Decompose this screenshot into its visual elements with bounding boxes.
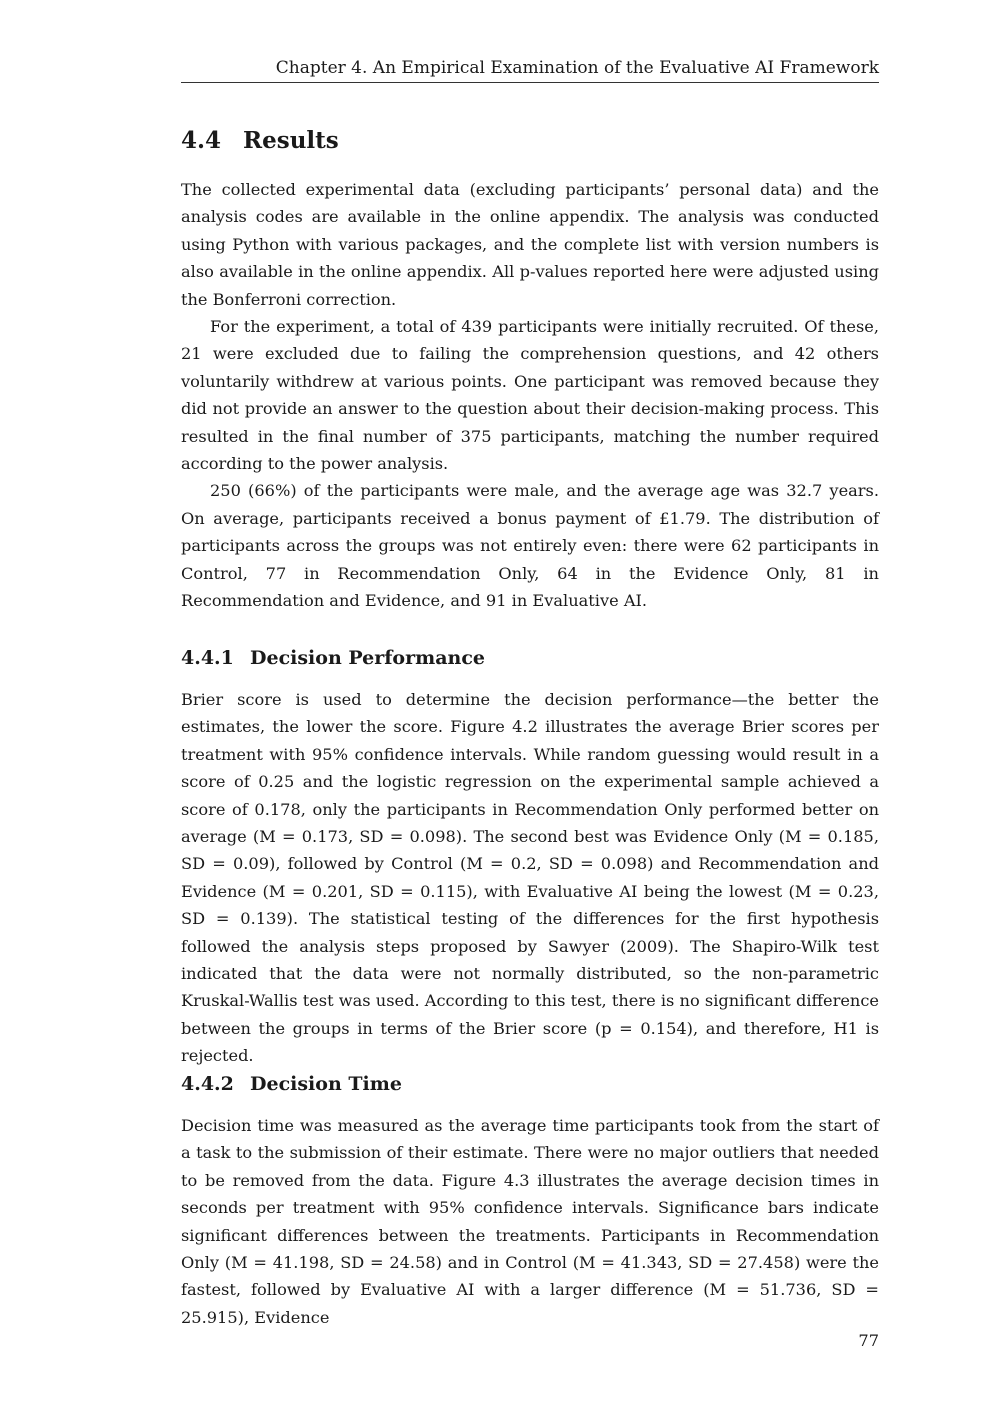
subsection-heading-decision-time [181,1072,402,1096]
results-paragraph-participants: For the experiment, a total of 439 participants were initially recruited. Of these, 21 were excluded due to failing the comprehension questions, and 42 others voluntarily withdrew at various points. One participant was removed because they did not provide an answer to the question about their decision-making process. This resulted in the final number of 375 participants, matching the number required according to the power analysis. [181,317,879,474]
results-paragraph-demographics: 250 (66%) of the participants were male, and the average age was 32.7 years. On average, participants received a bonus payment of £1.79. The distribution of participants across the groups was not entirely even: there were 62 participants in Control, 77 in Recommendation Only, 64 in the Evidence Only, 81 in Recommendation and Evidence, and 91 in Evaluative AI. [181,481,879,611]
subsection-heading-decision-performance [181,646,485,670]
decision-time-body [181,1112,879,1331]
decision-performance-paragraph: Brier score is used to determine the decision performance—the better the estimates, the lower the score. Figure 4.2 illustrates the average Brier scores per treatment with 95% confidence intervals. While random guessing would result in a score of 0.25 and the logistic regression on the experimental sample achieved a score of 0.178, only the participants in Recommendation Only performed better on average (M = 0.173, SD = 0.098). The second best was Evidence Only (M = 0.185, SD = 0.09), followed by Control (M = 0.2, SD = 0.098) and Recommendation and Evidence (M = 0.201, SD = 0.115), with Evaluative AI being the lowest (M = 0.23, SD = 0.139). The statistical testing of the differences for the first hypothesis followed the analysis steps proposed by Sawyer (2009). The Shapiro-Wilk test indicated that the data were not normally distributed, so the non-parametric Kruskal-Wallis test was used. According to this test, there is no significant difference between the groups in terms of the Brier score (p = 0.154), and therefore, H1 is rejected. [181,690,879,1066]
subsection-title: Decision Performance [250,647,485,669]
subsection-number: 4.4.2 [181,1073,234,1095]
decision-time-paragraph: Decision time was measured as the average time participants took from the start of a task to the submission of their estimate. There were no major outliers that needed to be removed from the data. Figure 4.3 illustrates the average decision times in seconds per treatment with 95% confidence intervals. Significance bars indicate significant differences between the treatments. Participants in Recommendation Only (M = 41.198, SD = 24.58) and in Control (M = 41.343, SD = 27.458) were the fastest, followed by Evaluative AI with a larger difference (M = 51.736, SD = 25.915), Evidence [181,1116,879,1327]
results-paragraph-data-availability: The collected experimental data (excluding participants’ personal data) and the analysis codes are available in the online appendix. The analysis was conducted using Python with various packages, and the complete list with version numbers is also available in the online appendix. All p-values reported here were adjusted using the Bonferroni correction. [181,180,879,309]
section-number: 4.4 [181,127,222,154]
results-body [181,176,879,615]
section-heading [181,126,339,156]
running-header: Chapter 4. An Empirical Examination of the Evaluative AI Framework [181,57,879,83]
decision-performance-body [181,686,879,1070]
page-number: 77 [858,1331,879,1350]
subsection-number: 4.4.1 [181,647,234,669]
subsection-title: Decision Time [250,1073,402,1095]
section-title: Results [243,127,339,154]
